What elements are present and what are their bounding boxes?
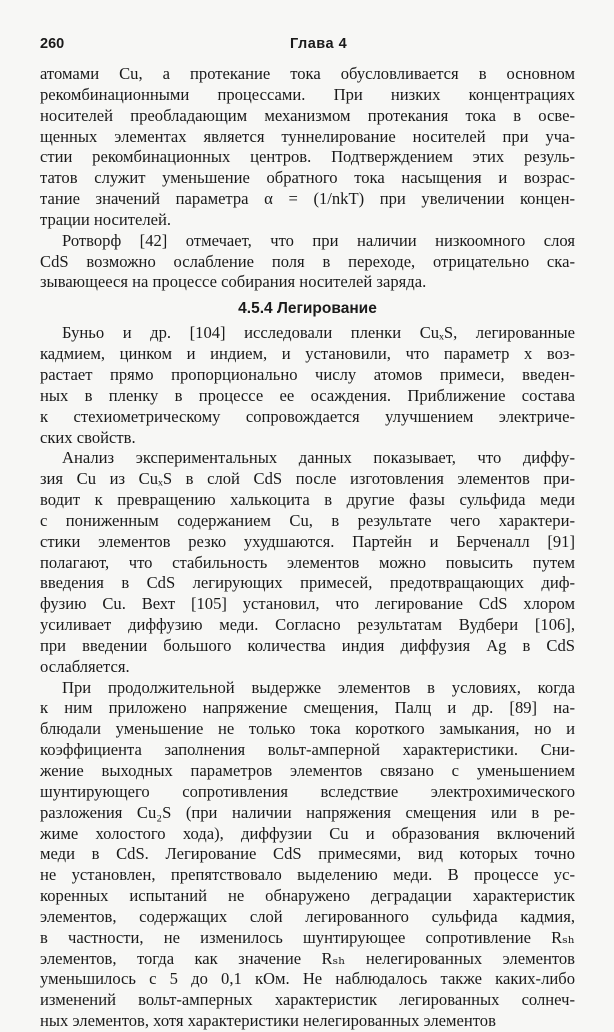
text-line: разложения Cu₂S (при наличии напряжения смещения или в ре- [40, 802, 575, 822]
text-line: Анализ экспериментальных данных показывает, что диффу- [62, 448, 575, 468]
text-line: Буньо и др. [104] исследовали пленки CuₓS, легированные [62, 323, 575, 343]
text-line: меди в CdS. Легирование CdS примесями, вид которых точно [40, 844, 575, 864]
text-line: усиливает диффузию меди. Согласно результатам Вудбери [106], [40, 615, 575, 635]
text-line: элементов, тогда как значение Rₛₕ нелегированных элементов [40, 948, 575, 968]
text-line: элементов, содержащих слой легированного сульфида кадмия, [40, 906, 575, 926]
text-line: стии рекомбинационных центров. Подтверждением этих резуль- [40, 147, 575, 167]
text-line: коренных испытаний не обнаружено деградации характеристик [40, 886, 575, 906]
text-line: водит к превращению халькоцита в другие фазы сульфида меди [40, 490, 575, 510]
text-line: полагают, что стабильность элементов можно повысить путем [40, 552, 575, 572]
text-line: в частности, не изменилось шунтирующее сопротивление Rₛₕ [40, 927, 575, 947]
section-title: 4.5.4 Легирование [238, 300, 377, 318]
text-line: коэффициента заполнения вольт-амперной характеристики. Сни- [40, 740, 575, 760]
text-line: жиме холостого хода), диффузии Cu и образования включений [40, 823, 575, 843]
text-line: уменьшилось с 5 до 0,1 кОм. Не наблюдалось также каких-либо [40, 969, 575, 989]
text-line: ских свойств. [40, 427, 136, 447]
text-line: жение выходных параметров элементов связано с уменьшением [40, 761, 575, 780]
text-line: с пониженным содержанием Cu, в результате чего характери- [40, 510, 575, 530]
text-line: фузию Cu. Вехт [105] установил, что легирование CdS хлором [40, 594, 575, 614]
text-line: к стехиометрическому сопровождается улучшением электриче- [40, 406, 575, 426]
text-line: к ним приложено напряжение смещения, Палц и др. [89] на- [40, 698, 575, 718]
page-number: 260 [40, 36, 65, 52]
text-line: рекомбинационными процессами. При низких концентрациях [40, 84, 575, 104]
text-line: не установлен, препятствовало выделению меди. В процессе ус- [40, 865, 575, 885]
paragraph [40, 678, 575, 1032]
chapter-title: Глава 4 [290, 36, 348, 52]
text-line: шунтирующего сопротивления вследствие электрохимического [40, 781, 575, 801]
text-line: блюдали уменьшение не только тока короткого замыкания, но и [40, 719, 575, 739]
text-line: тание значений параметра α = (1/nkT) при увеличении концен- [40, 189, 575, 209]
text-line: носителей преобладающим механизмом протекания тока в осве- [40, 105, 575, 125]
text-line: трации носителей. [40, 209, 172, 229]
text-line: татов служит уменьшение обратного тока насыщения и возрас- [40, 168, 575, 188]
page-header [40, 36, 575, 56]
text-line: растает прямо пропорционально числу атомов примеси, введен- [40, 364, 575, 384]
paragraph [40, 64, 575, 231]
text-line: изменений вольт-амперных характеристик легированных солнеч- [40, 990, 575, 1010]
text-line: ослабляется. [40, 656, 130, 676]
text-line: атомами Cu, а протекание тока обусловливается в основном [40, 64, 575, 83]
text-line: ных в пленку в процессе ее осаждения. Приближение состава [40, 385, 575, 405]
body-text [40, 64, 575, 1032]
text-line: при введении большого количества индия диффузия Ag в CdS [40, 635, 575, 655]
text-line: ных элементов, хотя характеристики нелегированных элементов [40, 1011, 496, 1031]
paragraph [40, 323, 575, 448]
text-line: введения в CdS легирующих примесей, предотвращающих диф- [40, 573, 575, 593]
text-line: щенных элементах является туннелирование носителей при уча- [40, 126, 575, 146]
text-line: стики элементов резко ухудшаются. Партейн и Берченалл [91] [40, 531, 575, 551]
text-line: зывающееся на процессе собирания носителей заряда. [40, 272, 427, 292]
text-line: Ротворф [42] отмечает, что при наличии низкоомного слоя [62, 230, 575, 250]
text-line: При продолжительной выдержке элементов в условиях, когда [62, 677, 575, 697]
text-line: CdS возможно ослабление поля в переходе, отрицательно ска- [40, 251, 575, 271]
text-line: зия Cu из CuₓS в слой CdS после изготовления элементов при- [40, 469, 575, 489]
paragraph [40, 448, 575, 677]
paragraph [40, 231, 575, 294]
text-line: кадмием, цинком и индием, и установили, что параметр x воз- [40, 344, 575, 364]
